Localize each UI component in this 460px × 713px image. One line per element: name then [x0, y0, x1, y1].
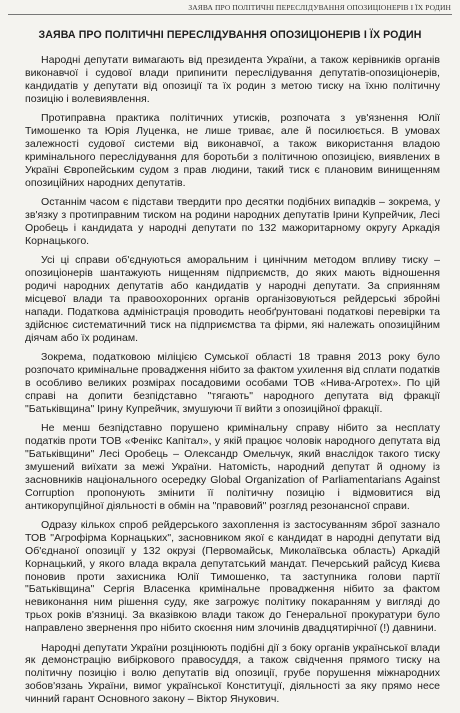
paragraph-6: Не менш безпідставно порушено кримінальну справу нібито за несплату податків проти ТОВ «Фенікс Капітал», у якій працює чоловік народного депутата від "Батьківщини" Лесі Оробець – Олександр Омельчук, який внаслідок такого тиску змушений виїхати за межі України. Натомість, народний депутат й одному із засновників національного осередку Global Organization of Parliamentarians Against Corruption пропонують змінити її політичну позицію і відмовитися від антикорупційної діяльності в обмін на "правовий" розгляд резонансної справи.: [25, 422, 440, 512]
paragraph-7: Одразу кількох спроб рейдерського захоплення із застосуванням зброї зазнало ТОВ "Агрофірма Корнацьких", засновником якої є кандидат в народні депутати від Об'єднаної опозиції у 132 окрузі (Первомайськ, Миколаївська область) Аркадій Корнацький, у якого влада вкрала депутатський мандат. Печерський райсуд Києва поновив проти захисника Юлії Тимошенко, та заступника голови партії "Батьківщина" Сергія Власенка кримінальне провадження нібито за фактом невиконання ним рішення суду, яке загрожує політику покаранням у вигляді до трьох років в'язниці. За вказівкою влади також до Генеральної прокуратури було направлено звернення про нібито скоєння ним злочинів двадцятирічної (!) давнини.: [25, 518, 440, 635]
paragraph-4: Усі ці справи об'єднуються аморальним і цинічним методом впливу тиску – опозиціонерів шантажують нищенням підприємств, до яких мають відношення родичі народних депутатів або кандидатів у народні депутати. За сприянням місцевої влади та правоохоронних органів організовуються рейдерські збройні напади. Податкова адміністрація проводить необґрунтовані податкові перевірки та здійснює систематичний тиск на підприємства та фірми, які належать опозиційним діячам або їх родинам.: [25, 254, 440, 344]
paragraph-5: Зокрема, податковою міліцією Сумської області 18 травня 2013 року було розпочато кримінальне провадження нібито за фактом ухилення від сплати податків в особливо великих розмірах посадовими особами ТОВ «Нива-Агротех». По цій справі на допити безпідставно "тягають" народного депутата від фракції "Батьківщина" Ірину Купрейчик, змушуючи її вийти з опозиційної фракції.: [25, 351, 440, 415]
paragraph-1: Народні депутати вимагають від президента України, а також керівників органів виконавчої і судової влади припинити переслідування депутатів-опозиціонерів, кандидатів у депутати від опозиції та їх родин з метою тиску на їхню політичну позицію і волевиявлення.: [25, 54, 440, 105]
paragraph-8: Народні депутати України розцінюють подібні дії з боку органів української влади як демонстрацію вибіркового правосуддя, а також свідчення прямого тиску на політичну позицію і волю депутатів від опозиції, грубе порушення міжнародних зобов'язань України, вимог української Конституції, діяльності за яку прямо несе чинний гарант Основного закону – Віктор Янукович.: [25, 641, 440, 706]
paragraph-3: Останнім часом є підстави твердити про десятки подібних випадків – зокрема, у зв'язку з протиправним тиском на родини народних депутатів Ірини Купрейчик, Лесі Оробець і кандидата у народні депутати по 132 мажоритарному округу Аркадія Корнацького.: [25, 196, 440, 247]
document-title: ЗАЯВА ПРО ПОЛІТИЧНІ ПЕРЕСЛІДУВАННЯ ОПОЗИЦІОНЕРІВ І ЇХ РОДИН: [38, 29, 422, 41]
paragraph-2: Протиправна практика політичних утисків, розпочата з ув'язнення Юлії Тимошенко та Юрія Луценка, не лише триває, але й посилюється. В умовах залежності судової системи від виконавчої, а також використання владою кримінального переслідування для боротьби з політичною опозицією, виявлених в Україні Європейським судом з прав людини, такий тиск є плановим винищенням опозиційних народних депутатів.: [25, 112, 440, 189]
document-body: [25, 54, 440, 713]
header-rule: [8, 14, 452, 15]
running-head: ЗАЯВА ПРО ПОЛІТИЧНІ ПЕРЕСЛІДУВАННЯ ОПОЗИЦІОНЕРІВ І ЇХ РОДИН: [188, 3, 451, 12]
